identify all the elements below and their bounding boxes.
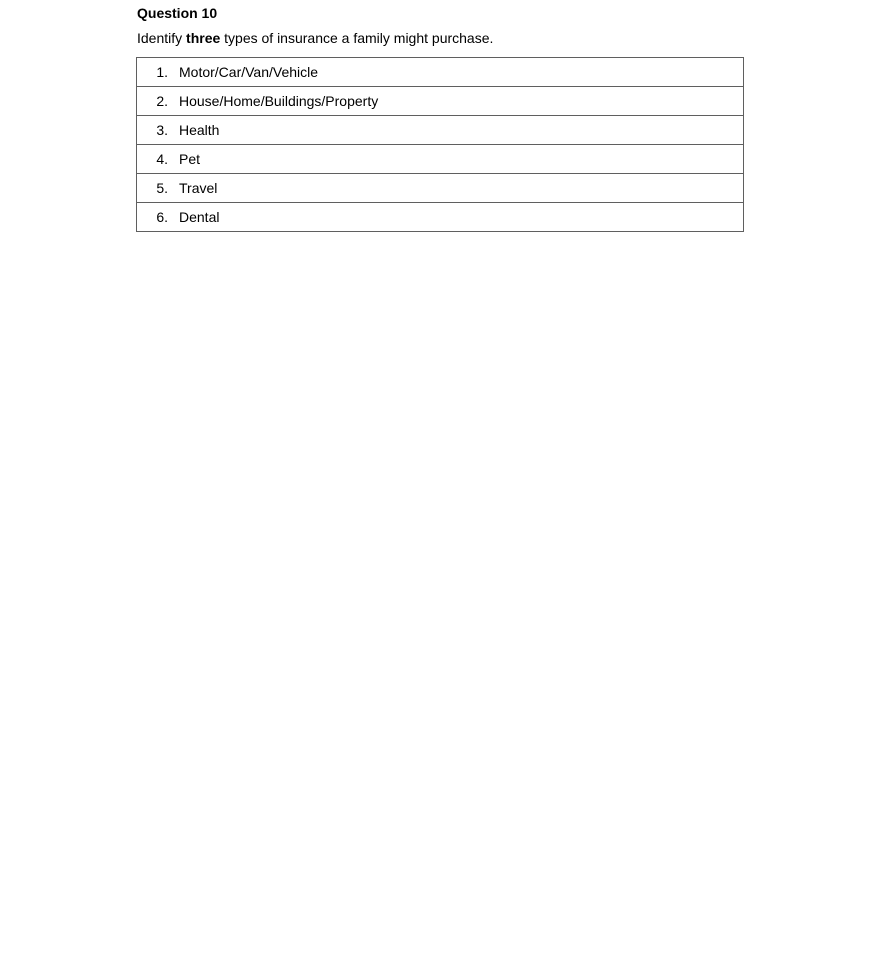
question-title: Question 10 [137,5,218,21]
answer-number: 5. [156,180,168,196]
prompt-text-end: types of insurance a family might purchase. [220,30,494,46]
answer-number: 2. [156,93,168,109]
answer-text: Health [179,122,220,138]
answer-text: House/Home/Buildings/Property [179,93,379,109]
answer-number: 6. [156,209,168,225]
answer-text: Motor/Car/Van/Vehicle [179,64,319,80]
answer-number: 4. [156,151,168,167]
prompt-emphasis: three [186,30,221,46]
answer-table [136,57,744,232]
question-prompt [137,29,493,47]
answer-cell [137,58,744,87]
answer-text: Travel [179,180,218,196]
prompt-text-start: Identify [137,30,187,46]
table-row [137,87,744,116]
answer-number: 1. [156,64,168,80]
answer-cell [137,87,744,116]
table-row [137,174,744,203]
answer-number: 3. [156,122,168,138]
answer-cell [137,174,744,203]
table-row [137,116,744,145]
answer-text: Pet [179,151,201,167]
answer-cell [137,116,744,145]
table-row [137,203,744,232]
table-row [137,58,744,87]
answer-cell [137,145,744,174]
table-row [137,145,744,174]
answer-text: Dental [179,209,220,225]
answer-cell [137,203,744,232]
